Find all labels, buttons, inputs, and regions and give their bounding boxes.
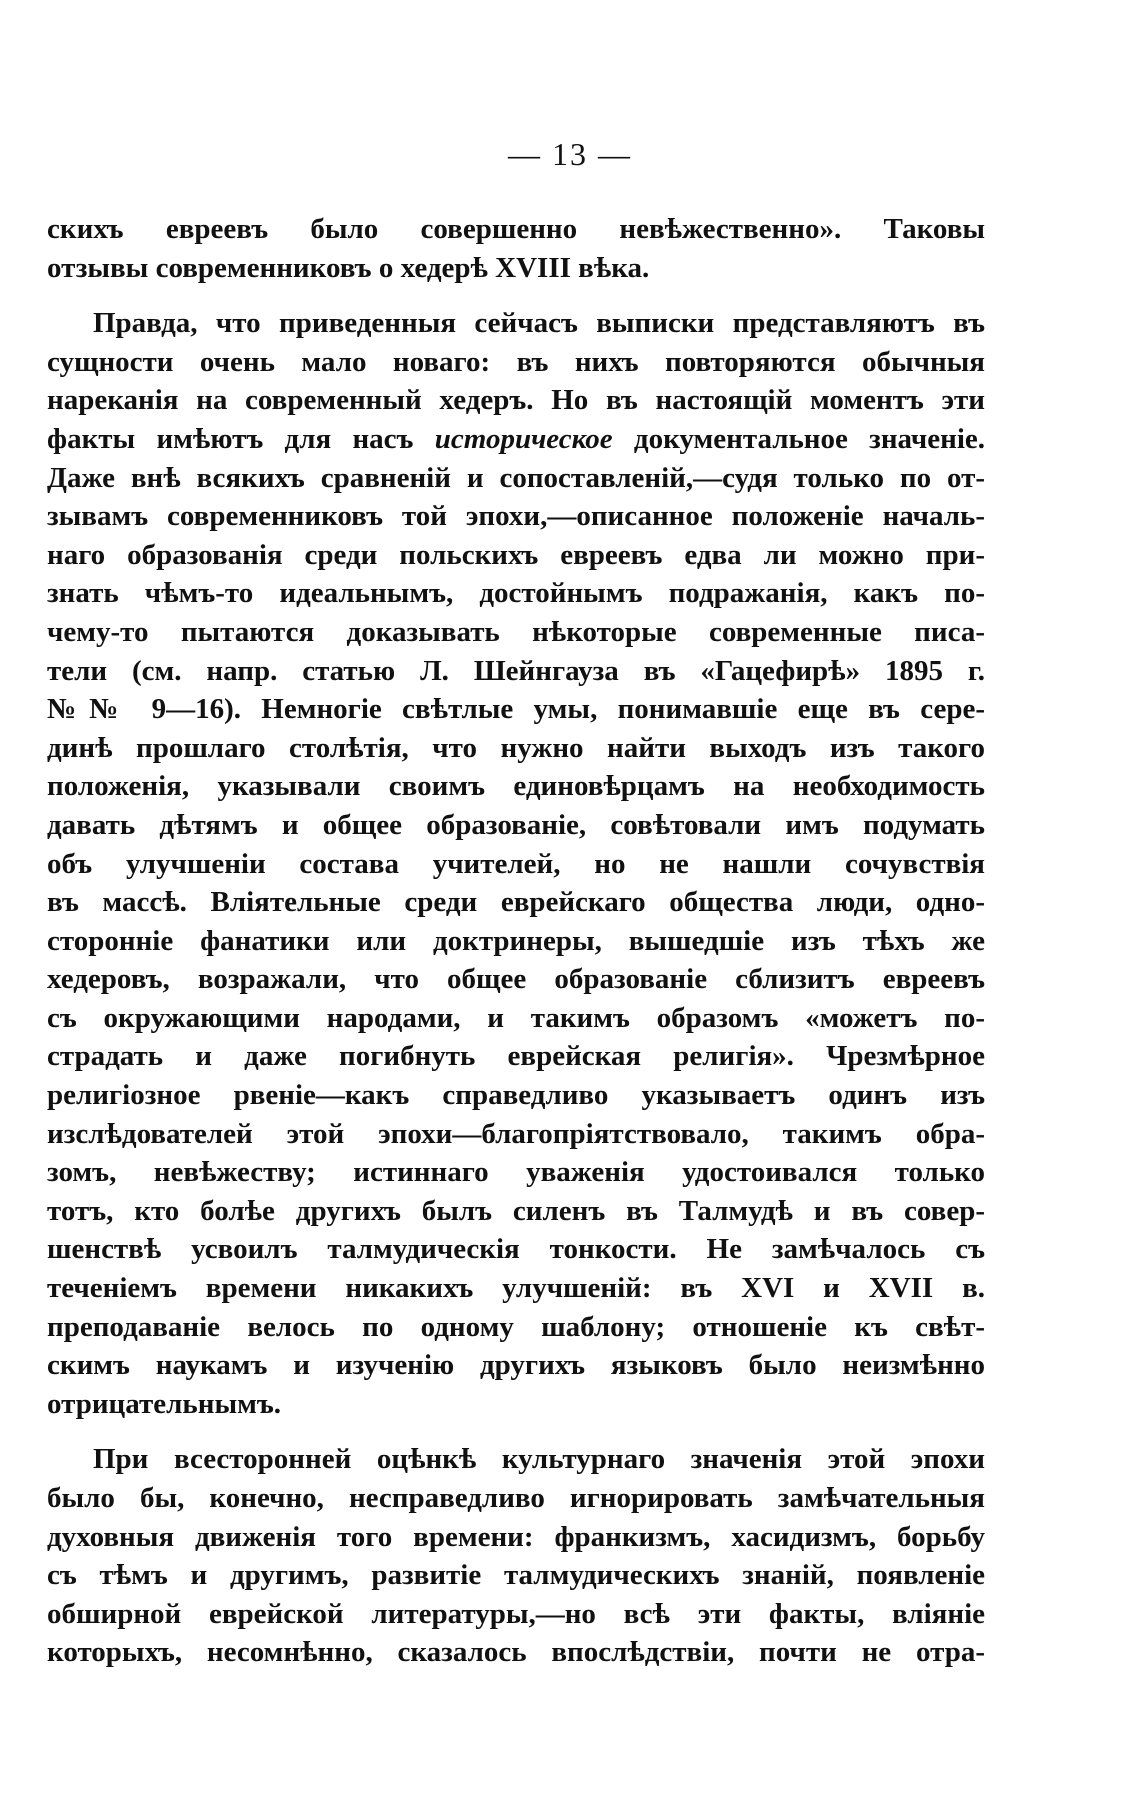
text-segment: факты имѣютъ для насъ (47, 422, 435, 455)
text-line: шенствѣ усвоилъ талмудическія тонкости. Не замѣчалось съ (47, 1233, 985, 1266)
text-line: съ окружающими народами, и такимъ образомъ «можетъ по- (47, 1001, 985, 1034)
text-line: объ улучшеніи состава учителей, но не нашли сочувствія (47, 847, 985, 880)
text-line: изслѣдователей этой эпохи—благопріятствовало, такимъ обра- (47, 1117, 985, 1150)
text-line: которыхъ, несомнѣнно, сказалось впослѣдствіи, почти не отра- (47, 1636, 985, 1669)
text-line: нареканія на современный хедеръ. Но въ настоящій моментъ эти (47, 384, 985, 417)
text-line: религіозное рвеніе—какъ справедливо указываетъ одинъ изъ (47, 1079, 985, 1112)
text-line: въ массѣ. Вліятельные среди еврейскаго общества люди, одно- (47, 886, 985, 919)
text-line: отзывы современниковъ о хедерѣ XVIII вѣка. (47, 251, 650, 284)
text-line: теченіемъ времени никакихъ улучшеній: въ XVI и XVII в. (47, 1272, 985, 1305)
text-line: съ тѣмъ и другимъ, развитіе талмудическихъ знаній, появленіе (47, 1559, 985, 1592)
text-line: скимъ наукамъ и изученію другихъ языковъ было неизмѣнно (47, 1349, 985, 1382)
text-line: тотъ, кто болѣе другихъ былъ силенъ въ Талмудѣ и въ совер- (47, 1194, 985, 1227)
text-line: Даже внѣ всякихъ сравненій и сопоставленій,—судя только по от- (47, 461, 985, 494)
text-line: №№ 9—16). Немногіе свѣтлые умы, понимавшіе еще въ сере- (47, 693, 985, 726)
text-segment: документальное значеніе. (612, 422, 985, 455)
paragraph-3 (47, 1440, 985, 1672)
text-line: При всесторонней оцѣнкѣ культурнаго значенія этой эпохи (93, 1443, 985, 1476)
text-line: духовныя движенія того времени: франкизмъ, хасидизмъ, борьбу (47, 1520, 985, 1553)
body-text (47, 210, 985, 1672)
text-line: давать дѣтямъ и общее образованіе, совѣтовали имъ подумать (47, 808, 985, 841)
text-line: было бы, конечно, несправедливо игнорировать замѣчательныя (47, 1482, 985, 1514)
text-line: зывамъ современниковъ той эпохи,—описанное положеніе началь- (47, 500, 985, 533)
text-line: скихъ евреевъ было совершенно невѣжественно». Таковы (47, 213, 985, 245)
text-line: обширной еврейской литературы,—но всѣ эти факты, вліяніе (47, 1597, 985, 1630)
text-line: сущности очень мало новаго: въ нихъ повторяются обычныя (47, 345, 985, 378)
text-line: тели (см. напр. статью Л. Шейнгауза въ «Гацефирѣ» 1895 г. (47, 654, 985, 687)
text-line: чему-то пытаются доказывать нѣкоторые современные писа- (47, 615, 985, 648)
text-line: хедеровъ, возражали, что общее образованіе сблизитъ евреевъ (47, 963, 985, 996)
page-number: — 13 — (508, 136, 632, 172)
paragraph-1 (47, 210, 985, 287)
text-line: Правда, что приведенныя сейчасъ выписки представляютъ въ (93, 307, 985, 340)
text-line: преподаваніе велось по одному шаблону; отношеніе къ свѣт- (47, 1310, 985, 1343)
text-line: наго образованія среди польскихъ евреевъ едва ли можно при- (47, 538, 985, 571)
text-line: отрицательнымъ. (47, 1387, 281, 1420)
text-line: динѣ прошлаго столѣтія, что нужно найти выходъ изъ такого (47, 731, 985, 764)
paragraph-2 (47, 304, 985, 1423)
text-line: сторонніе фанатики или доктринеры, вышедшіе изъ тѣхъ же (47, 924, 985, 957)
italic-emphasis: историческое (434, 422, 613, 455)
text-line: зомъ, невѣжеству; истиннаго уваженія удостоивался только (47, 1156, 985, 1189)
text-line: знать чѣмъ-то идеальнымъ, достойнымъ подражанія, какъ по- (47, 577, 985, 610)
text-line: страдать и даже погибнуть еврейская религія». Чрезмѣрное (47, 1040, 985, 1073)
text-line: положенія, указывали своимъ единовѣрцамъ на необходимость (47, 770, 985, 803)
text-line (47, 420, 985, 459)
